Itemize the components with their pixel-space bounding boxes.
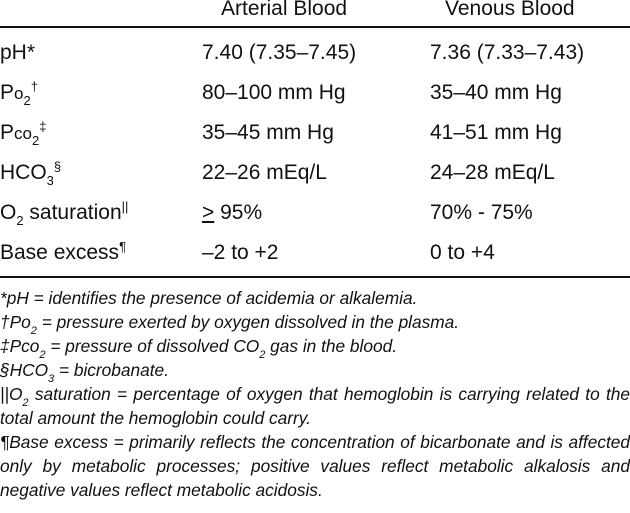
table-row (0, 198, 630, 234)
row-label-hco3: $HCO_3^\S$ (0, 159, 62, 188)
arterial-value: 22–26 mEq/L (202, 161, 327, 184)
arterial-value: 35–45 mm Hg (202, 121, 334, 144)
footnote-base-excess: ¶Base excess = primarily reflects the concentration of bicarbonate and is affected only by metabolic processes; positive values reflect metabolic alkalosis and negative values reflect metabolic acidosis. (0, 432, 630, 500)
footnote-hco3: $\S HCO_3$ = bicrobanate. (0, 360, 169, 385)
table-row (0, 238, 630, 274)
venous-value: 7.36 (7.33–7.43) (430, 41, 585, 64)
header-venous: Venous Blood (445, 0, 575, 20)
row-label-ph: pH* (0, 41, 36, 64)
arterial-value: 7.40 (7.35–7.45) (202, 41, 357, 64)
footnote-po2: $\dagger Po_2$ = pressure exerted by oxygen dissolved in the plasma. (0, 312, 460, 337)
venous-value: 41–51 mm Hg (430, 121, 562, 144)
footnote-o2-saturation: $||O_2$ saturation = percentage of oxygen that hemoglobin is carrying related to the total amount the hemoglobin could carry. (0, 384, 630, 428)
table-row (0, 38, 630, 74)
footnotes (0, 286, 630, 502)
venous-value: 35–40 mm Hg (430, 81, 562, 104)
row-label-o2-saturation: $O_2$ saturation|| (0, 199, 129, 228)
table-row (0, 78, 630, 114)
venous-value: 24–28 mEq/L (430, 161, 555, 184)
table-header (0, 0, 630, 26)
top-rule (0, 26, 630, 28)
arterial-value: 80–100 mm Hg (202, 81, 346, 104)
venous-value: 0 to +4 (430, 241, 495, 264)
footnote-ph: *pH = identifies the presence of acidemia or alkalemia. (0, 288, 418, 308)
row-label-pco2: Pco$_2$‡ (0, 119, 47, 148)
table-row (0, 158, 630, 194)
header-arterial: Arterial Blood (221, 0, 348, 20)
footnote-pco2: ‡Pco$_2$ = pressure of dissolved $CO_2$ gas in the blood. (0, 336, 398, 361)
arterial-value: > 95% (202, 201, 263, 224)
table-row (0, 118, 630, 154)
venous-value: 70% - 75% (430, 201, 533, 224)
row-label-po2: $Po_2^\dagger$ (0, 79, 38, 108)
arterial-value: –2 to +2 (202, 241, 279, 264)
row-label-base-excess: Base excess¶ (0, 239, 127, 264)
bottom-rule (0, 276, 630, 278)
